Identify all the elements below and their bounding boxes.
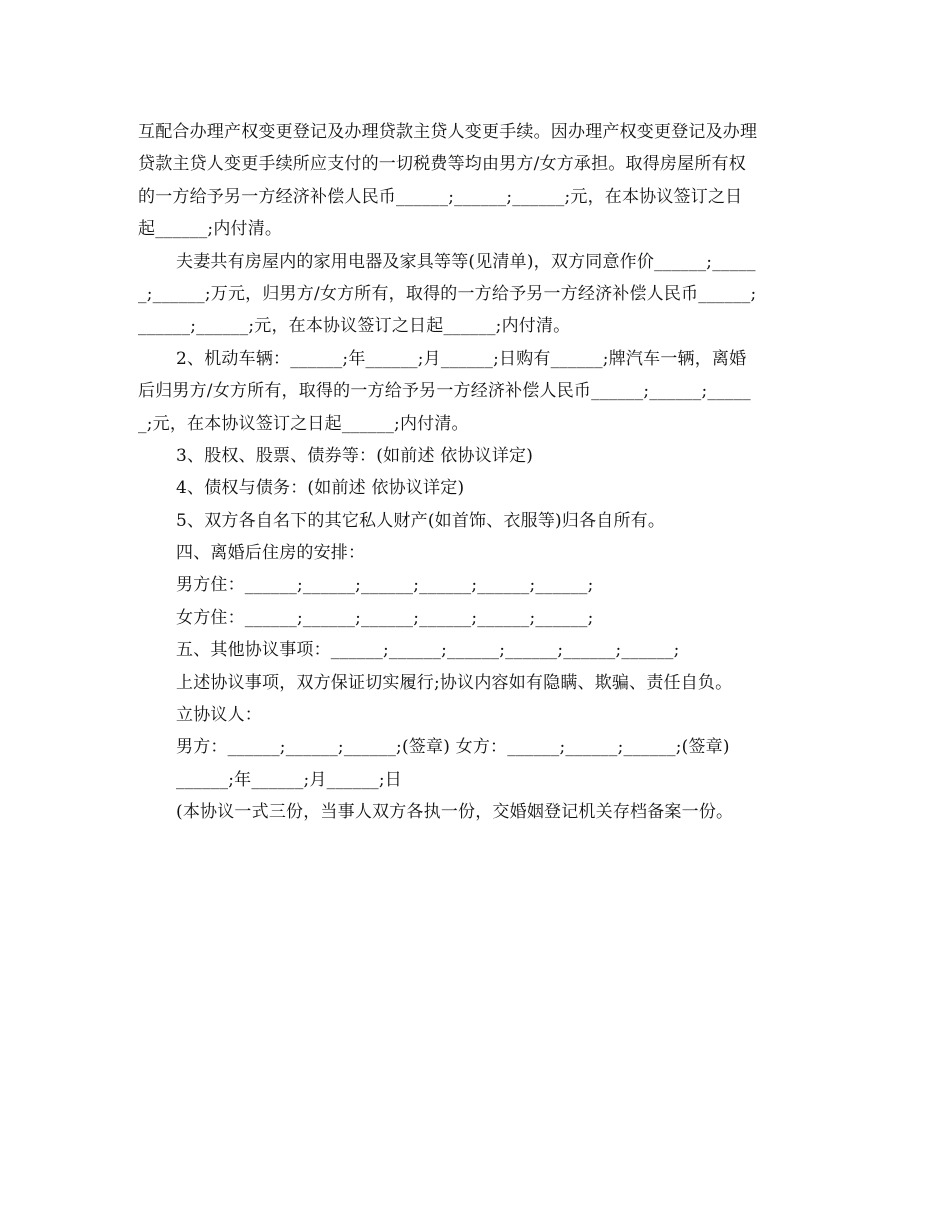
date-line: ______;年______;月______;日 (176, 769, 402, 790)
text-line: 后归男方/女方所有，取得的一方给予另一方经济补偿人民币______;______;_____ (138, 381, 751, 402)
text-line: 上述协议事项，双方保证切实履行;协议内容如有隐瞒、欺骗、责任自负。 (176, 672, 733, 693)
text-line: 互配合办理产权变更登记及办理贷款主贷人变更手续。因办理产权变更登记及办理 (138, 122, 758, 142)
section-heading: 四、离婚后住房的安排： (176, 543, 366, 564)
text-line: 2、机动车辆：______;年______;月______;日购有______;牌汽车一辆，离婚 (176, 348, 747, 369)
text-line: 起______;内付清。 (138, 219, 283, 240)
text-line: _;元，在本协议签订之日起______;内付清。 (138, 413, 469, 434)
text-line: 夫妻共有房屋内的家用电器及家具等等(见清单)，双方同意作价______;_____ (176, 251, 756, 272)
text-line: 贷款主贷人变更手续所应支付的一切税费等均由男方/女方承担。取得房屋所有权 (138, 154, 746, 175)
text-line: 4、债权与债务：(如前述 依协议详定) (176, 478, 465, 499)
text-line: 3、股权、股票、债券等：(如前述 依协议详定) (176, 445, 534, 466)
text-line: 男方住：______;______;______;______;______;______; (176, 575, 594, 596)
signature-line: 男方：______;______;______;(签章) 女方：______;______;______;(签章) (176, 737, 730, 758)
text-line: 女方住：______;______;______;______;______;______; (176, 607, 594, 628)
document-body (138, 116, 814, 829)
signatories-label: 立协议人： (176, 705, 262, 726)
text-line: ______;______;元，在本协议签订之日起______;内付清。 (138, 316, 571, 337)
text-line: 5、双方各自名下的其它私人财产(如首饰、衣服等)归各自所有。 (176, 510, 666, 531)
text-line: _;______;万元，归男方/女方所有，取得的一方给予另一方经济补偿人民币______; (138, 283, 757, 304)
text-line: 的一方给予另一方经济补偿人民币______;______;______;元，在本协议签订之日 (138, 186, 743, 207)
text-line: (本协议一式三份，当事人双方各执一份，交婚姻登记机关存档备案一份。 (176, 802, 734, 823)
section-heading: 五、其他协议事项：______;______;______;______;______;______; (176, 640, 680, 661)
